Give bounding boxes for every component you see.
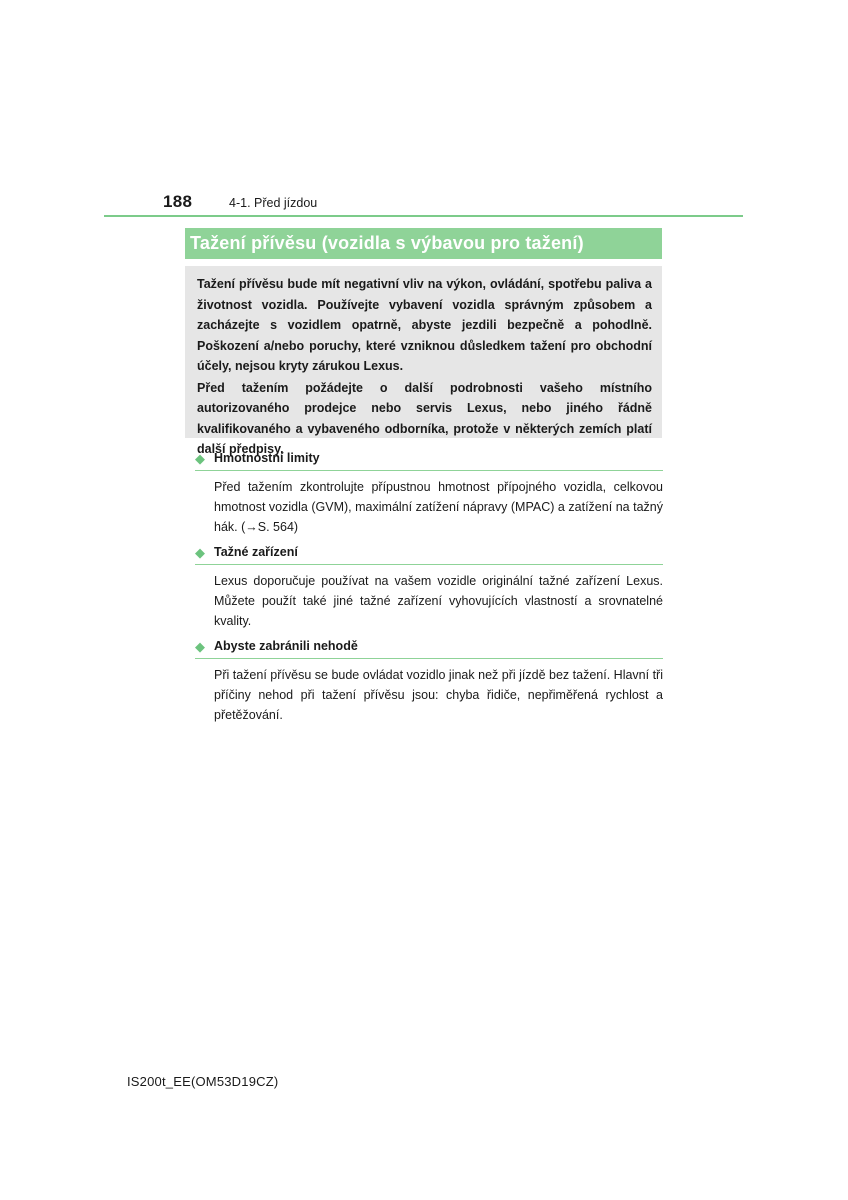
diamond-bullet-icon: ◆ — [195, 638, 205, 654]
topic-heading — [195, 636, 663, 659]
topic-accident-prevention — [195, 636, 663, 725]
section-title-bar — [185, 228, 662, 259]
header-divider — [104, 215, 743, 217]
section-title: Tažení přívěsu (vozidla s výbavou pro tažení) — [190, 233, 584, 253]
topic-heading-label: Abyste zabránili nehodě — [214, 639, 358, 653]
topic-towing-hitch — [195, 542, 663, 631]
section-reference: 4-1. Před jízdou — [229, 196, 318, 210]
topic-weight-limits — [195, 448, 663, 537]
diamond-bullet-icon: ◆ — [195, 544, 205, 560]
topic-heading — [195, 448, 663, 471]
topic-body: Před tažením zkontrolujte přípustnou hmotnost přípojného vozidla, celkovou hmotnost vozidla (GVM), maximální zatížení nápravy (MPAC) a zatížení na tažný hák. (→S. 564) — [214, 480, 663, 534]
topic-heading — [195, 542, 663, 565]
topic-body: Lexus doporučuje používat na vašem vozidle originální tažné zařízení Lexus. Můžete použít také jiné tažné zařízení vyhovujících vlastností a srovnatelné kvality. — [214, 574, 663, 628]
page-number: 188 — [163, 192, 193, 211]
topic-heading-label: Hmotnostní limity — [214, 451, 320, 465]
warning-paragraph: Tažení přívěsu bude mít negativní vliv na výkon, ovládání, spotřebu paliva a životnost vozidla. Používejte vybavení vozidla správným způsobem a zacházejte s vozidlem opatrně, abyste jezdili bezpečně a pohodlně. Poškození a/nebo poruchy, které vzniknou důsledkem tažení pro obchodní účely, nejsou kryty zárukou Lexus. — [197, 277, 652, 373]
diamond-bullet-icon: ◆ — [195, 450, 205, 466]
document-code: IS200t_EE(OM53D19CZ) — [127, 1074, 279, 1089]
topic-body: Při tažení přívěsu se bude ovládat vozidlo jinak než při jízdě bez tažení. Hlavní tři příčiny nehod při tažení přívěsu jsou: chyba řidiče, nepřiměřená rychlost a přetěžování. — [214, 668, 663, 722]
warning-box — [185, 266, 662, 456]
topic-heading-label: Tažné zařízení — [214, 545, 298, 559]
warning-paragraph: Před tažením požádejte o další podrobnosti vašeho místního autorizovaného prodejce nebo servis Lexus, nebo jiného řádně kvalifikovaného a vybaveného odborníka, protože v některých zemích platí další předpisy. — [197, 380, 652, 456]
